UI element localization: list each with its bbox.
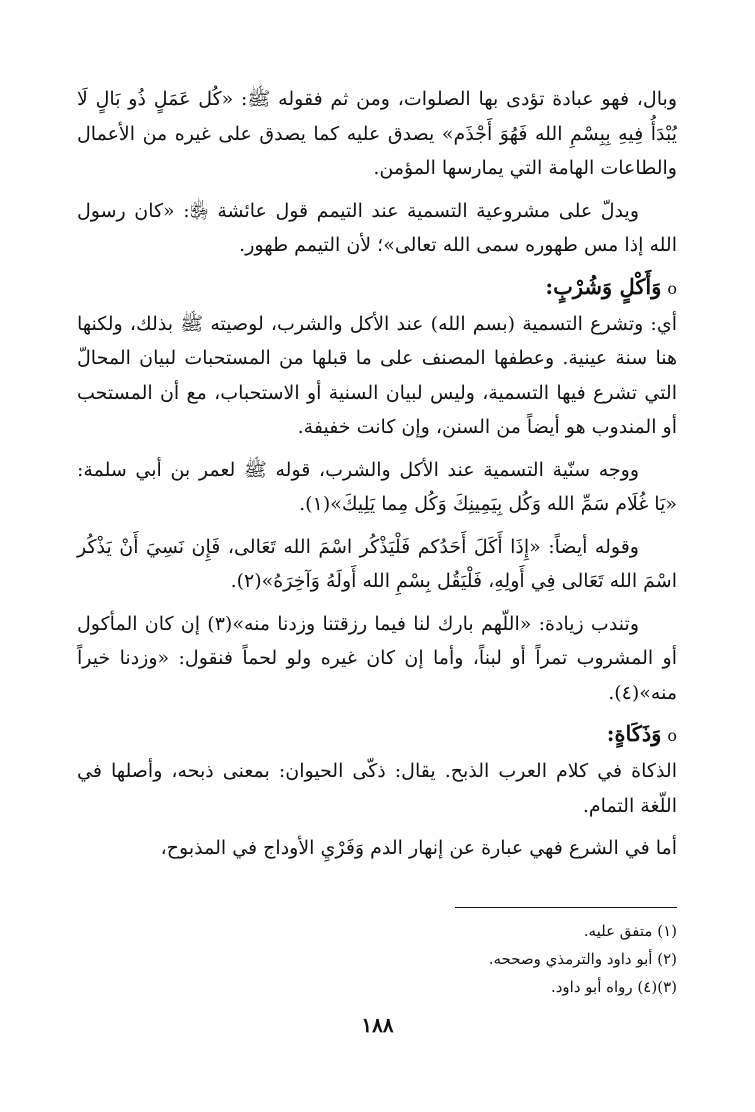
heading-bullet: o: [667, 278, 677, 298]
heading-bullet: o: [667, 726, 677, 745]
page-number: ١٨٨: [361, 1013, 394, 1037]
footnote-2: (٢) أبو داود والترمذي وصححه.: [488, 950, 677, 968]
main-text: [77, 82, 677, 866]
footnote-1: (١) متفق عليه.: [583, 922, 677, 940]
section-heading-eating-text: وَأَكْلٍ وَشُرْبٍ:: [545, 273, 662, 299]
paragraph-3: أي: وتشرع التسمية (بسم الله) عند الأكل والشرب، لوصيته ﷺ بذلك، ولكنها هنا سنة عينية. وعطفها المصنف على ما قبلها من المستحبات لبيان المحالّ التي تشرع فيها التسمية، وليس لبيان السنية أو الاستحباب، مع أن المستحب أو المندوب هو أيضاً من السنن، وإن كانت خفيفة.: [77, 312, 677, 438]
section-heading-eating: [77, 269, 677, 307]
footnote-3-4: (٣)(٤) رواه أبو داود.: [550, 978, 677, 996]
section-heading-slaughter-text: وَذَكَاةٍ:: [606, 721, 662, 746]
paragraph-2: ويدلّ على مشروعية التسمية عند التيمم قول عائشة ﵂: «كان رسول الله إذا مس طهوره سمى الله تعالى»؛ لأن التيمم طهور.: [77, 199, 677, 256]
paragraph-7: الذكاة في كلام العرب الذبح. يقال: ذكّى الحيوان: بمعنى ذبحه، وأصلها في اللّغة التمام.: [77, 760, 677, 817]
footnotes: [77, 917, 677, 1001]
paragraph-5: وقوله أيضاً: «إِذَا أَكَلَ أَحَدُكم فَلْيَذْكُر اسْمَ الله تَعَالى، فَإِن نَسِيَ أَنْ يَذْكُر اسْمَ الله تَعَالى فِي أَولِهِ، فَلْيَقُل بِسْمِ الله أَولَهُ وَآخِرَهُ»(٢).: [77, 535, 677, 592]
section-heading-slaughter: [77, 716, 677, 754]
paragraph-6: وتندب زيادة: «اللّهم بارك لنا فيما رزقتنا وزدنا منه»(٣) إن كان المأكول أو المشروب تمراً أو لبناً، وأما إن كان غيره ولو لحماً فنقول: «وزدنا خيراً منه»(٤).: [77, 612, 677, 704]
paragraph-8: أما في الشرع فهي عبارة عن إنهار الدم وَفَرْيِ الأوداج في المذبوح،: [160, 837, 677, 859]
paragraph-1: وبال، فهو عبادة تؤدى بها الصلوات، ومن ثم فقوله ﷺ: «كُل عَمَلٍ ذُو بَالٍ لَا يُبْدَأُ فِيهِ بِبِسْمِ الله فَهُوَ أَجْذَم» يصدق عليه كما يصدق على غيره من الأعمال والطاعات الهامة التي يمارسها المؤمن.: [77, 88, 677, 179]
paragraph-4: ووجه سنّية التسمية عند الأكل والشرب، قوله ﷺ لعمر بن أبي سلمة: «يَا غُلَام سَمِّ الله وَكُل بِيَمِينِكَ وَكُل مِما يَلِيكَ»(١).: [77, 458, 677, 515]
footnote-divider: [455, 907, 677, 908]
